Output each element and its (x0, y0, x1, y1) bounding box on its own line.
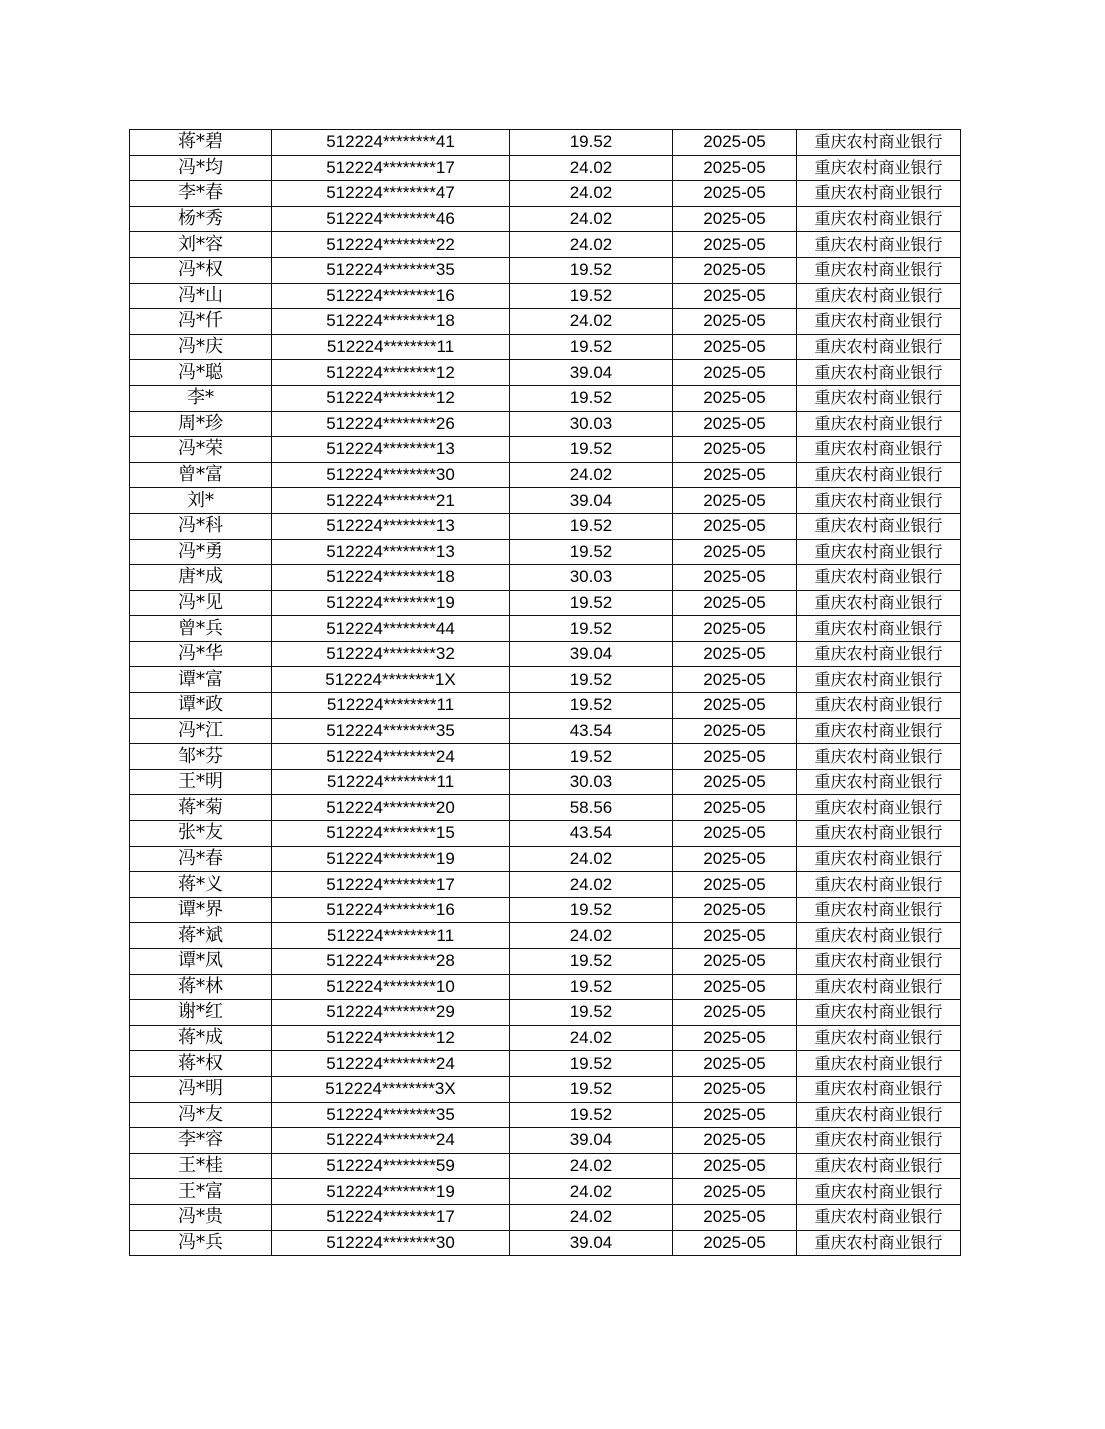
table-row (130, 309, 961, 335)
name-cell: 冯*荣 (130, 437, 272, 463)
date-cell: 2025-05 (673, 539, 797, 565)
amount-cell: 19.52 (510, 616, 673, 642)
name-cell: 冯*权 (130, 257, 272, 283)
name-cell: 周*珍 (130, 411, 272, 437)
id-number-cell: 512224********32 (272, 641, 510, 667)
table-row (130, 565, 961, 591)
name-cell: 冯*见 (130, 590, 272, 616)
amount-cell: 24.02 (510, 846, 673, 872)
bank-cell: 重庆农村商业银行 (797, 821, 961, 847)
bank-cell: 重庆农村商业银行 (797, 334, 961, 360)
table-row (130, 206, 961, 232)
table-row (130, 693, 961, 719)
bank-cell: 重庆农村商业银行 (797, 539, 961, 565)
name-cell: 曾*富 (130, 462, 272, 488)
table-row (130, 846, 961, 872)
date-cell: 2025-05 (673, 667, 797, 693)
bank-cell: 重庆农村商业银行 (797, 1000, 961, 1026)
amount-cell: 24.02 (510, 923, 673, 949)
name-cell: 李*春 (130, 181, 272, 207)
date-cell: 2025-05 (673, 795, 797, 821)
date-cell: 2025-05 (673, 616, 797, 642)
name-cell: 刘*容 (130, 232, 272, 258)
id-number-cell: 512224********1X (272, 667, 510, 693)
id-number-cell: 512224********46 (272, 206, 510, 232)
bank-cell: 重庆农村商业银行 (797, 923, 961, 949)
table-row (130, 974, 961, 1000)
id-number-cell: 512224********16 (272, 283, 510, 309)
bank-cell: 重庆农村商业银行 (797, 1204, 961, 1230)
name-cell: 谭*凤 (130, 949, 272, 975)
bank-cell: 重庆农村商业银行 (797, 872, 961, 898)
id-number-cell: 512224********44 (272, 616, 510, 642)
id-number-cell: 512224********24 (272, 1128, 510, 1154)
amount-cell: 24.02 (510, 462, 673, 488)
bank-cell: 重庆农村商业银行 (797, 974, 961, 1000)
date-cell: 2025-05 (673, 360, 797, 386)
bank-cell: 重庆农村商业银行 (797, 385, 961, 411)
name-cell: 王*富 (130, 1179, 272, 1205)
data-table (129, 129, 961, 1256)
name-cell: 谭*富 (130, 667, 272, 693)
date-cell: 2025-05 (673, 974, 797, 1000)
bank-cell: 重庆农村商业银行 (797, 437, 961, 463)
table-row (130, 1153, 961, 1179)
table-row (130, 385, 961, 411)
id-number-cell: 512224********13 (272, 437, 510, 463)
name-cell: 曾*兵 (130, 616, 272, 642)
name-cell: 冯*科 (130, 513, 272, 539)
name-cell: 蒋*成 (130, 1025, 272, 1051)
amount-cell: 19.52 (510, 257, 673, 283)
bank-cell: 重庆农村商业银行 (797, 309, 961, 335)
amount-cell: 19.52 (510, 1000, 673, 1026)
date-cell: 2025-05 (673, 513, 797, 539)
amount-cell: 24.02 (510, 1179, 673, 1205)
amount-cell: 19.52 (510, 1051, 673, 1077)
amount-cell: 24.02 (510, 232, 673, 258)
table-body (130, 130, 961, 1256)
id-number-cell: 512224********12 (272, 385, 510, 411)
name-cell: 冯*华 (130, 641, 272, 667)
id-number-cell: 512224********11 (272, 769, 510, 795)
name-cell: 蒋*碧 (130, 130, 272, 156)
date-cell: 2025-05 (673, 744, 797, 770)
table-row (130, 769, 961, 795)
amount-cell: 43.54 (510, 718, 673, 744)
bank-cell: 重庆农村商业银行 (797, 897, 961, 923)
amount-cell: 19.52 (510, 437, 673, 463)
id-number-cell: 512224********19 (272, 1179, 510, 1205)
id-number-cell: 512224********26 (272, 411, 510, 437)
table-row (130, 360, 961, 386)
table-row (130, 257, 961, 283)
date-cell: 2025-05 (673, 257, 797, 283)
name-cell: 冯*山 (130, 283, 272, 309)
name-cell: 冯*均 (130, 155, 272, 181)
table-row (130, 130, 961, 156)
name-cell: 李*容 (130, 1128, 272, 1154)
date-cell: 2025-05 (673, 1000, 797, 1026)
name-cell: 冯*仟 (130, 309, 272, 335)
table-row (130, 590, 961, 616)
table-row (130, 821, 961, 847)
table-row (130, 616, 961, 642)
bank-cell: 重庆农村商业银行 (797, 769, 961, 795)
date-cell: 2025-05 (673, 821, 797, 847)
name-cell: 冯*聪 (130, 360, 272, 386)
bank-cell: 重庆农村商业银行 (797, 181, 961, 207)
bank-cell: 重庆农村商业银行 (797, 411, 961, 437)
id-number-cell: 512224********19 (272, 846, 510, 872)
table-row (130, 462, 961, 488)
date-cell: 2025-05 (673, 846, 797, 872)
table-row (130, 744, 961, 770)
amount-cell: 19.52 (510, 539, 673, 565)
id-number-cell: 512224********30 (272, 462, 510, 488)
date-cell: 2025-05 (673, 462, 797, 488)
table-row (130, 1102, 961, 1128)
table-row (130, 1051, 961, 1077)
date-cell: 2025-05 (673, 437, 797, 463)
date-cell: 2025-05 (673, 897, 797, 923)
id-number-cell: 512224********28 (272, 949, 510, 975)
table-row (130, 795, 961, 821)
id-number-cell: 512224********47 (272, 181, 510, 207)
amount-cell: 39.04 (510, 1230, 673, 1256)
amount-cell: 19.52 (510, 1102, 673, 1128)
bank-cell: 重庆农村商业银行 (797, 1153, 961, 1179)
bank-cell: 重庆农村商业银行 (797, 641, 961, 667)
amount-cell: 30.03 (510, 769, 673, 795)
amount-cell: 19.52 (510, 667, 673, 693)
date-cell: 2025-05 (673, 769, 797, 795)
name-cell: 王*桂 (130, 1153, 272, 1179)
id-number-cell: 512224********35 (272, 257, 510, 283)
bank-cell: 重庆农村商业银行 (797, 155, 961, 181)
id-number-cell: 512224********17 (272, 1204, 510, 1230)
table-row (130, 1230, 961, 1256)
name-cell: 冯*勇 (130, 539, 272, 565)
id-number-cell: 512224********3X (272, 1076, 510, 1102)
name-cell: 蒋*菊 (130, 795, 272, 821)
date-cell: 2025-05 (673, 411, 797, 437)
bank-cell: 重庆农村商业银行 (797, 693, 961, 719)
id-number-cell: 512224********11 (272, 334, 510, 360)
id-number-cell: 512224********12 (272, 360, 510, 386)
amount-cell: 19.52 (510, 385, 673, 411)
date-cell: 2025-05 (673, 565, 797, 591)
bank-cell: 重庆农村商业银行 (797, 795, 961, 821)
table-row (130, 1204, 961, 1230)
name-cell: 冯*庆 (130, 334, 272, 360)
amount-cell: 19.52 (510, 693, 673, 719)
id-number-cell: 512224********21 (272, 488, 510, 514)
bank-cell: 重庆农村商业银行 (797, 130, 961, 156)
name-cell: 冯*友 (130, 1102, 272, 1128)
bank-cell: 重庆农村商业银行 (797, 590, 961, 616)
amount-cell: 24.02 (510, 206, 673, 232)
name-cell: 蒋*斌 (130, 923, 272, 949)
date-cell: 2025-05 (673, 1102, 797, 1128)
date-cell: 2025-05 (673, 181, 797, 207)
id-number-cell: 512224********22 (272, 232, 510, 258)
amount-cell: 24.02 (510, 181, 673, 207)
table-row (130, 488, 961, 514)
amount-cell: 19.52 (510, 590, 673, 616)
date-cell: 2025-05 (673, 590, 797, 616)
id-number-cell: 512224********17 (272, 155, 510, 181)
table-row (130, 539, 961, 565)
bank-cell: 重庆农村商业银行 (797, 283, 961, 309)
bank-cell: 重庆农村商业银行 (797, 1025, 961, 1051)
amount-cell: 19.52 (510, 283, 673, 309)
name-cell: 蒋*林 (130, 974, 272, 1000)
date-cell: 2025-05 (673, 1230, 797, 1256)
table-row (130, 155, 961, 181)
table-row (130, 334, 961, 360)
name-cell: 谢*红 (130, 1000, 272, 1026)
id-number-cell: 512224********13 (272, 539, 510, 565)
name-cell: 蒋*权 (130, 1051, 272, 1077)
bank-cell: 重庆农村商业银行 (797, 718, 961, 744)
bank-cell: 重庆农村商业银行 (797, 565, 961, 591)
name-cell: 谭*界 (130, 897, 272, 923)
table-row (130, 1128, 961, 1154)
name-cell: 唐*成 (130, 565, 272, 591)
bank-cell: 重庆农村商业银行 (797, 462, 961, 488)
name-cell: 王*明 (130, 769, 272, 795)
table-row (130, 283, 961, 309)
id-number-cell: 512224********24 (272, 1051, 510, 1077)
date-cell: 2025-05 (673, 309, 797, 335)
table-row (130, 1000, 961, 1026)
id-number-cell: 512224********29 (272, 1000, 510, 1026)
date-cell: 2025-05 (673, 872, 797, 898)
amount-cell: 19.52 (510, 949, 673, 975)
bank-cell: 重庆农村商业银行 (797, 257, 961, 283)
id-number-cell: 512224********59 (272, 1153, 510, 1179)
amount-cell: 19.52 (510, 897, 673, 923)
amount-cell: 19.52 (510, 334, 673, 360)
table-row (130, 718, 961, 744)
table-row (130, 1076, 961, 1102)
date-cell: 2025-05 (673, 1179, 797, 1205)
amount-cell: 24.02 (510, 1204, 673, 1230)
table-row (130, 897, 961, 923)
id-number-cell: 512224********20 (272, 795, 510, 821)
bank-cell: 重庆农村商业银行 (797, 1102, 961, 1128)
name-cell: 冯*江 (130, 718, 272, 744)
name-cell: 张*友 (130, 821, 272, 847)
bank-cell: 重庆农村商业银行 (797, 488, 961, 514)
table-row (130, 181, 961, 207)
amount-cell: 19.52 (510, 974, 673, 1000)
bank-cell: 重庆农村商业银行 (797, 513, 961, 539)
amount-cell: 39.04 (510, 1128, 673, 1154)
date-cell: 2025-05 (673, 385, 797, 411)
bank-cell: 重庆农村商业银行 (797, 667, 961, 693)
date-cell: 2025-05 (673, 1025, 797, 1051)
id-number-cell: 512224********41 (272, 130, 510, 156)
id-number-cell: 512224********24 (272, 744, 510, 770)
bank-cell: 重庆农村商业银行 (797, 360, 961, 386)
name-cell: 刘* (130, 488, 272, 514)
name-cell: 冯*贵 (130, 1204, 272, 1230)
date-cell: 2025-05 (673, 488, 797, 514)
date-cell: 2025-05 (673, 1076, 797, 1102)
table-row (130, 923, 961, 949)
date-cell: 2025-05 (673, 718, 797, 744)
amount-cell: 30.03 (510, 411, 673, 437)
name-cell: 谭*政 (130, 693, 272, 719)
bank-cell: 重庆农村商业银行 (797, 232, 961, 258)
name-cell: 冯*兵 (130, 1230, 272, 1256)
date-cell: 2025-05 (673, 283, 797, 309)
id-number-cell: 512224********30 (272, 1230, 510, 1256)
amount-cell: 58.56 (510, 795, 673, 821)
id-number-cell: 512224********15 (272, 821, 510, 847)
amount-cell: 39.04 (510, 488, 673, 514)
id-number-cell: 512224********11 (272, 923, 510, 949)
bank-cell: 重庆农村商业银行 (797, 616, 961, 642)
amount-cell: 24.02 (510, 309, 673, 335)
id-number-cell: 512224********35 (272, 1102, 510, 1128)
name-cell: 李* (130, 385, 272, 411)
date-cell: 2025-05 (673, 923, 797, 949)
id-number-cell: 512224********11 (272, 693, 510, 719)
bank-cell: 重庆农村商业银行 (797, 1076, 961, 1102)
bank-cell: 重庆农村商业银行 (797, 1179, 961, 1205)
amount-cell: 43.54 (510, 821, 673, 847)
date-cell: 2025-05 (673, 206, 797, 232)
bank-cell: 重庆农村商业银行 (797, 1128, 961, 1154)
bank-cell: 重庆农村商业银行 (797, 1051, 961, 1077)
id-number-cell: 512224********18 (272, 565, 510, 591)
name-cell: 蒋*义 (130, 872, 272, 898)
amount-cell: 19.52 (510, 1076, 673, 1102)
amount-cell: 19.52 (510, 744, 673, 770)
bank-cell: 重庆农村商业银行 (797, 744, 961, 770)
amount-cell: 30.03 (510, 565, 673, 591)
date-cell: 2025-05 (673, 1204, 797, 1230)
amount-cell: 24.02 (510, 1025, 673, 1051)
table-row (130, 667, 961, 693)
date-cell: 2025-05 (673, 693, 797, 719)
amount-cell: 24.02 (510, 872, 673, 898)
bank-cell: 重庆农村商业银行 (797, 846, 961, 872)
table-row (130, 949, 961, 975)
date-cell: 2025-05 (673, 1128, 797, 1154)
id-number-cell: 512224********12 (272, 1025, 510, 1051)
amount-cell: 19.52 (510, 513, 673, 539)
name-cell: 冯*明 (130, 1076, 272, 1102)
table-row (130, 232, 961, 258)
date-cell: 2025-05 (673, 641, 797, 667)
bank-cell: 重庆农村商业银行 (797, 206, 961, 232)
table-row (130, 872, 961, 898)
id-number-cell: 512224********17 (272, 872, 510, 898)
id-number-cell: 512224********35 (272, 718, 510, 744)
table-row (130, 513, 961, 539)
amount-cell: 39.04 (510, 641, 673, 667)
id-number-cell: 512224********19 (272, 590, 510, 616)
table-row (130, 1179, 961, 1205)
id-number-cell: 512224********13 (272, 513, 510, 539)
id-number-cell: 512224********10 (272, 974, 510, 1000)
date-cell: 2025-05 (673, 155, 797, 181)
table-row (130, 437, 961, 463)
date-cell: 2025-05 (673, 232, 797, 258)
name-cell: 邹*芬 (130, 744, 272, 770)
id-number-cell: 512224********16 (272, 897, 510, 923)
amount-cell: 24.02 (510, 1153, 673, 1179)
amount-cell: 39.04 (510, 360, 673, 386)
table-row (130, 1025, 961, 1051)
date-cell: 2025-05 (673, 949, 797, 975)
table-row (130, 641, 961, 667)
date-cell: 2025-05 (673, 334, 797, 360)
id-number-cell: 512224********18 (272, 309, 510, 335)
date-cell: 2025-05 (673, 1051, 797, 1077)
amount-cell: 19.52 (510, 130, 673, 156)
name-cell: 杨*秀 (130, 206, 272, 232)
date-cell: 2025-05 (673, 130, 797, 156)
amount-cell: 24.02 (510, 155, 673, 181)
bank-cell: 重庆农村商业银行 (797, 1230, 961, 1256)
table-row (130, 411, 961, 437)
date-cell: 2025-05 (673, 1153, 797, 1179)
name-cell: 冯*春 (130, 846, 272, 872)
bank-cell: 重庆农村商业银行 (797, 949, 961, 975)
